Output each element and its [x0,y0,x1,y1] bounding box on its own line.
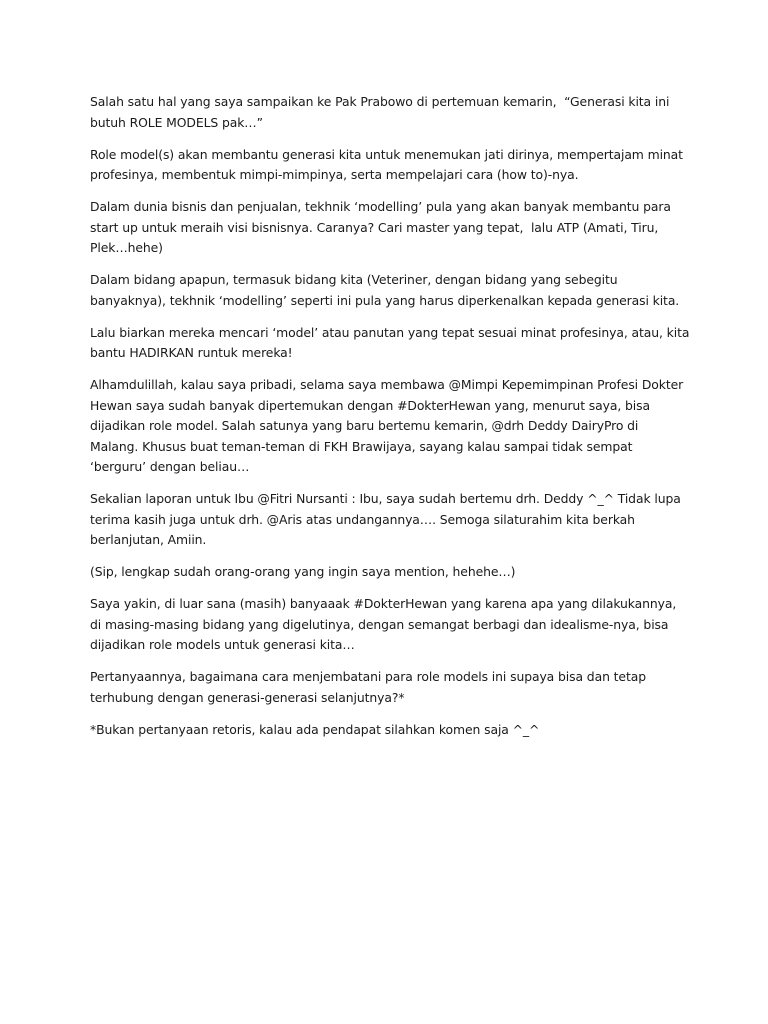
paragraph-9: Saya yakin, di luar sana (masih) banyaaak #DokterHewan yang karena apa yang dilakukannya, di masing-masing bidang yang digelutinya, dengan semangat berbagi dan idealisme-nya, bisa dijadikan role models untuk generasi kita… [90,596,681,652]
paragraph-3: Dalam dunia bisnis dan penjualan, tekhnik ‘modelling’ pula yang akan banyak membantu para start up untuk meraih visi bisnisnya. Caranya? Cari master yang tepat, lalu ATP (Amati, Tiru, Plek…hehe) [90,199,675,255]
paragraph-6: Alhamdulillah, kalau saya pribadi, selama saya membawa @Mimpi Kepemimpinan Profesi Dokter Hewan saya sudah banyak dipertemukan dengan #DokterHewan yang, menurut saya, bisa dijadikan role model. Salah satunya yang baru bertemu kemarin, @drh Deddy DairyPro di Malang. Khusus buat teman-teman di FKH Brawijaya, sayang kalau sampai tidak sempat ‘berguru’ dengan beliau… [90,377,687,474]
paragraph-11: *Bukan pertanyaan retoris, kalau ada pendapat silahkan komen saja ^_^ [90,721,540,737]
paragraph-10: Pertanyaannya, bagaimana cara menjembatani para role models ini supaya bisa dan tetap terhubung dengan generasi-generasi selanjutnya?* [90,669,650,705]
paragraph-8: (Sip, lengkap sudah orang-orang yang ingin saya mention, hehehe…) [90,564,516,579]
paragraph-5: Lalu biarkan mereka mencari ‘model’ atau panutan yang tepat sesuai minat profesinya, atau, kita bantu HADIRKAN runtuk mereka! [90,324,694,360]
paragraph-2: Role model(s) akan membantu generasi kita untuk menemukan jati dirinya, mempertajam minat profesinya, membentuk mimpi-mimpinya, serta mempelajari cara (how to)-nya. [90,146,687,182]
paragraph-4: Dalam bidang apapun, termasuk bidang kita (Veteriner, dengan bidang yang sebegitu banyaknya), tekhnik ‘modelling’ seperti ini pula yang harus diperkenalkan kepada generasi kita. [90,272,680,308]
document-body [90,92,694,752]
paragraph-7: Sekalian laporan untuk Ibu @Fitri Nursanti : Ibu, saya sudah bertemu drh. Deddy ^_^ Tidak lupa terima kasih juga untuk drh. @Aris atas undangannya…. Semoga silaturahim kita berkah berlanjutan, Amiin. [90,491,685,547]
paragraph-1: Salah satu hal yang saya sampaikan ke Pak Prabowo di pertemuan kemarin, “Generasi kita ini butuh ROLE MODELS pak…” [90,94,674,130]
